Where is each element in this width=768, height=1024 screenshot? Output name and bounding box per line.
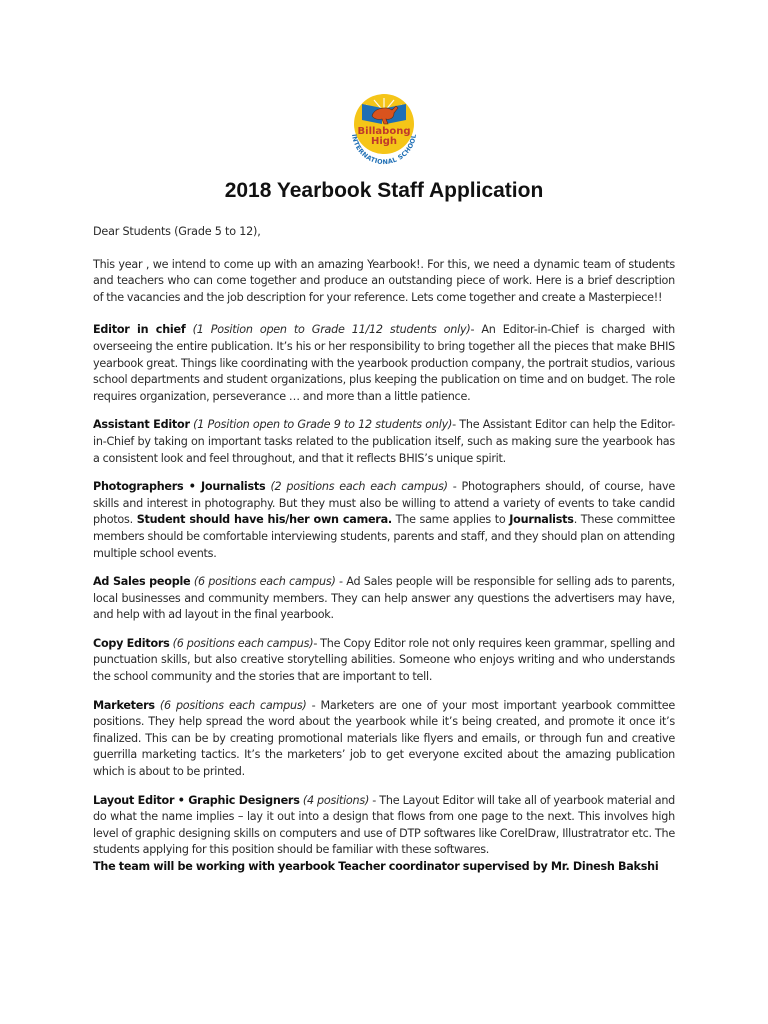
role-title: Assistant Editor [93, 418, 190, 432]
document-page [93, 88, 675, 876]
role-positions-note: (6 positions each campus) [159, 698, 307, 712]
role-description: - Photographers should, of course, have skills and interest in photography. But they must also be willing to attend a variety of events to take candid photos. [93, 480, 676, 527]
role-title: Layout Editor • Graphic Designers [93, 793, 300, 807]
role-positions-note: (1 Position open to Grade 9 to 12 students only) [193, 418, 453, 432]
section-copy-editors [93, 636, 675, 686]
role-title: Marketers [93, 698, 155, 712]
role-description: - Marketers are one of your most important yearbook committee positions. They help spread the word about the yearbook while it’s being created, and promote it once it’s finalized. This can be by creating promotional materials like flyers and emails, or through fun and creative guerrilla marketing tactics. It’s the marketers’ job to get everyone excited about the amazing publication which is about to be printed. [93, 698, 675, 779]
role-title: Copy Editors [93, 636, 170, 650]
section-photographers-journalists [93, 479, 675, 562]
section-ad-sales [93, 574, 675, 624]
section-assistant-editor [93, 417, 675, 467]
camera-requirement: Student should have his/her own camera. [136, 513, 392, 527]
role-title: Editor in chief [93, 323, 186, 337]
section-layout-editor [93, 793, 675, 859]
svg-text:High: High [370, 136, 398, 147]
closing-statement: The team will be working with yearbook Teacher coordinator supervised by Mr. Dinesh Bakshi [93, 860, 659, 873]
role-positions-note: (4 positions) [302, 793, 370, 807]
school-logo-icon [344, 88, 424, 166]
role-title: Photographers • Journalists [93, 480, 266, 494]
role-positions-note: (1 Position open to Grade 11/12 students only) [192, 323, 471, 337]
role-description-end: . These committee members should be comfortable interviewing students, parents and staff, and they should plan on attending multiple school events. [93, 513, 675, 560]
role-description: - The Assistant Editor can help the Editor-in-Chief by taking on important tasks related to the publication itself, such as making sure the yearbook has a consistent look and feel throughout, and that it reflects BHIS’s unique spirit. [93, 418, 675, 465]
intro-paragraph: This year , we intend to come up with an amazing Yearbook!. For this, we need a dynamic team of students and teachers who can come together and produce an outstanding piece of work. Here is a brief description of the vacancies and the job description for your reference. Lets come together and create a Masterpiece!! [93, 257, 675, 304]
school-logo-container [93, 88, 675, 166]
svg-text:INTERNATIONAL SCHOOL: INTERNATIONAL SCHOOL [350, 133, 418, 166]
role-title: Ad Sales people [93, 575, 191, 589]
page-title: 2018 Yearbook Staff Application [224, 179, 544, 202]
section-editor-in-chief [93, 322, 675, 405]
role-positions-note: (6 positions each campus) [172, 636, 314, 650]
role-description: - An Editor-in-Chief is charged with overseeing the entire publication. It’s his or her responsibility to bring together all the pieces that make BHIS yearbook great. Things like coordinating with the yearbook production company, the portrait studios, various school departments and student organizations, plus keeping the publication on time and on budget. The role requires organization, perseverance … and more than a little patience. [93, 323, 675, 403]
role-description: - The Layout Editor will take all of yearbook material and do what the name implies – lay it out into a design that flows from one page to the next. This involves high level of graphic designing skills on computers and use of DTP softwares like CorelDraw, Illustratrator etc. The students applying for this position should be familiar with these softwares. [93, 793, 676, 857]
section-marketers [93, 698, 675, 781]
journalists-label: Journalists [509, 513, 574, 527]
role-description-cont: The same applies to [391, 513, 510, 527]
svg-text:Billabong: Billabong [357, 126, 411, 137]
role-positions-note: (6 positions each campus) [193, 575, 336, 589]
role-description: - Ad Sales people will be responsible for selling ads to parents, local businesses and community members. They can help answer any questions the advertisers may have, and help with ad layout in the final yearbook. [93, 575, 675, 622]
role-positions-note: (2 positions each each campus) [270, 480, 448, 494]
role-description: - The Copy Editor role not only requires keen grammar, spelling and punctuation skills, but also creative storytelling abilities. Someone who enjoys writing and who understands the school community and the stories that are important to tell. [93, 636, 675, 684]
salutation: Dear Students (Grade 5 to 12), [93, 225, 261, 238]
